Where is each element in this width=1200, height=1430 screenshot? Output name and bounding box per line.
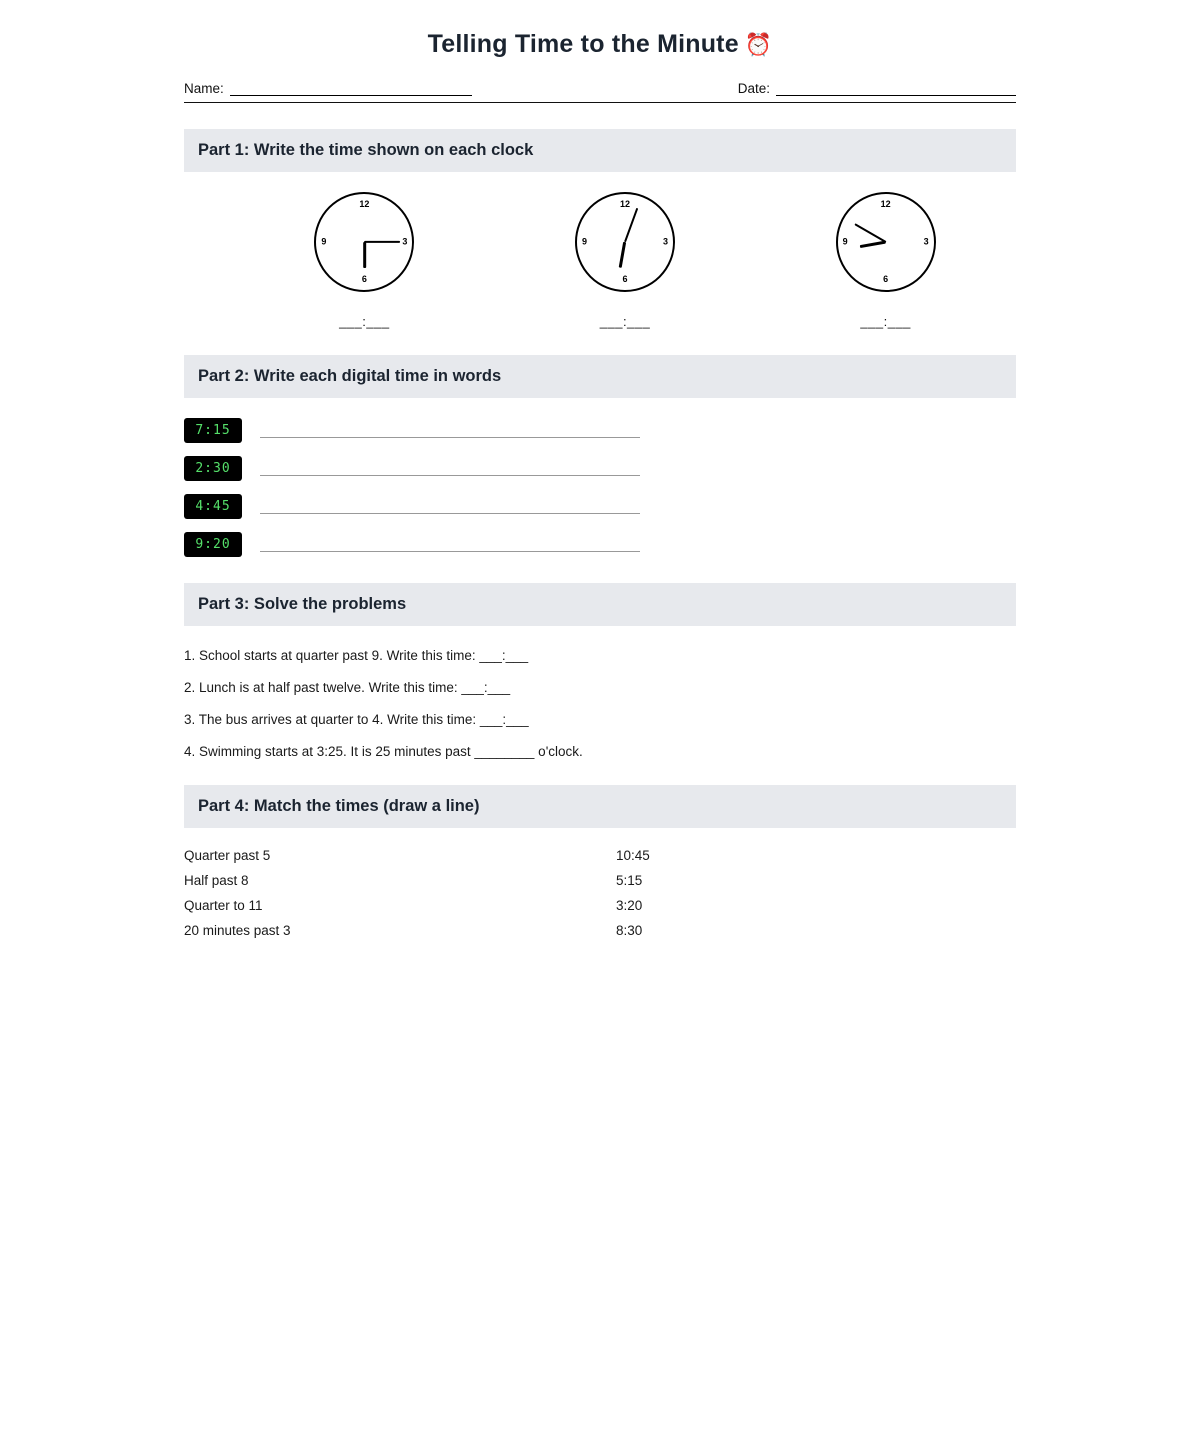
- minute-hand: [854, 223, 886, 243]
- match-right-item[interactable]: 10:45: [616, 848, 650, 863]
- clock-item-3: [755, 192, 1016, 329]
- clock-number-6: 6: [361, 274, 367, 284]
- date-input-line[interactable]: [776, 82, 1016, 96]
- name-field-group: [184, 81, 472, 96]
- digital-row: [184, 532, 1016, 557]
- clock-number-12: 12: [619, 199, 631, 209]
- match-row: [184, 848, 1016, 863]
- digital-time-badge: 9:20: [184, 532, 242, 557]
- name-date-bar: [184, 81, 1016, 96]
- digital-answer-line[interactable]: [260, 423, 640, 438]
- match-left-item[interactable]: Half past 8: [184, 873, 249, 888]
- clock-item-1: [234, 192, 495, 329]
- match-row: [184, 898, 1016, 913]
- clock-item-2: [495, 192, 756, 329]
- clock-number-6: 6: [622, 274, 628, 284]
- digital-answer-line[interactable]: [260, 499, 640, 514]
- part3-problem-list: [184, 648, 1016, 759]
- hour-hand: [860, 240, 886, 248]
- alarm-clock-icon: ⏰: [744, 32, 773, 57]
- clock-number-12: 12: [359, 199, 370, 209]
- problem-item: 4. Swimming starts at 3:25. It is 25 minutes past ________ o'clock.: [184, 744, 583, 759]
- part1-heading: Part 1: Write the time shown on each clock: [184, 129, 1016, 172]
- clock-answer-line-3[interactable]: ___:___: [860, 314, 911, 329]
- clock-answer-line-1[interactable]: ___:___: [339, 314, 390, 329]
- problem-item: 3. The bus arrives at quarter to 4. Write this time: ___:___: [184, 712, 529, 727]
- clock-number-12: 12: [880, 199, 891, 209]
- clock-face-3: [836, 192, 936, 292]
- hour-hand: [363, 242, 366, 268]
- page-title: [0, 30, 1200, 59]
- name-label: Name:: [184, 81, 224, 96]
- clock-number-3: 3: [923, 236, 929, 247]
- date-field-group: [738, 81, 1016, 96]
- page-title-text: Telling Time to the Minute: [427, 30, 739, 58]
- match-row: [184, 873, 1016, 888]
- digital-time-badge: 4:45: [184, 494, 242, 519]
- clock-face-1: [314, 192, 414, 292]
- digital-row: [184, 494, 1016, 519]
- match-right-item[interactable]: 3:20: [616, 898, 643, 913]
- name-input-line[interactable]: [230, 82, 472, 96]
- part2-digital-list: [184, 418, 1016, 557]
- clock-number-3: 3: [662, 236, 668, 247]
- header-divider: [184, 102, 1016, 103]
- date-label: Date:: [737, 81, 770, 96]
- match-left-item[interactable]: Quarter to 11: [184, 898, 263, 913]
- digital-row: [184, 456, 1016, 481]
- digital-answer-line[interactable]: [260, 537, 640, 552]
- digital-row: [184, 418, 1016, 443]
- digital-answer-line[interactable]: [260, 461, 640, 476]
- clock-number-9: 9: [321, 236, 327, 247]
- digital-time-badge: 7:15: [184, 418, 242, 443]
- part1-clock-row: [184, 192, 1016, 329]
- digital-time-badge: 2:30: [184, 456, 242, 481]
- problem-item: 2. Lunch is at half past twelve. Write this time: ___:___: [184, 680, 511, 695]
- clock-answer-line-2[interactable]: ___:___: [599, 314, 651, 329]
- worksheet-page: [0, 30, 1200, 1430]
- part4-heading: Part 4: Match the times (draw a line): [184, 785, 1016, 828]
- minute-hand: [624, 208, 638, 243]
- problem-item: 1. School starts at quarter past 9. Write this time: ___:___: [184, 648, 529, 663]
- hour-hand: [619, 242, 627, 268]
- match-left-item[interactable]: Quarter past 5: [184, 848, 271, 863]
- clock-number-3: 3: [402, 236, 408, 247]
- match-row: [184, 923, 1016, 938]
- part3-heading: Part 3: Solve the problems: [184, 583, 1016, 626]
- clock-number-6: 6: [883, 274, 889, 284]
- match-right-item[interactable]: 8:30: [616, 923, 643, 938]
- match-right-item[interactable]: 5:15: [616, 873, 643, 888]
- clock-number-9: 9: [582, 236, 588, 247]
- clock-face-2: [575, 192, 675, 292]
- clock-number-9: 9: [842, 236, 848, 247]
- part4-match-list: [184, 848, 1016, 938]
- part2-heading: Part 2: Write each digital time in words: [184, 355, 1016, 398]
- minute-hand: [364, 241, 400, 243]
- match-left-item[interactable]: 20 minutes past 3: [184, 923, 291, 938]
